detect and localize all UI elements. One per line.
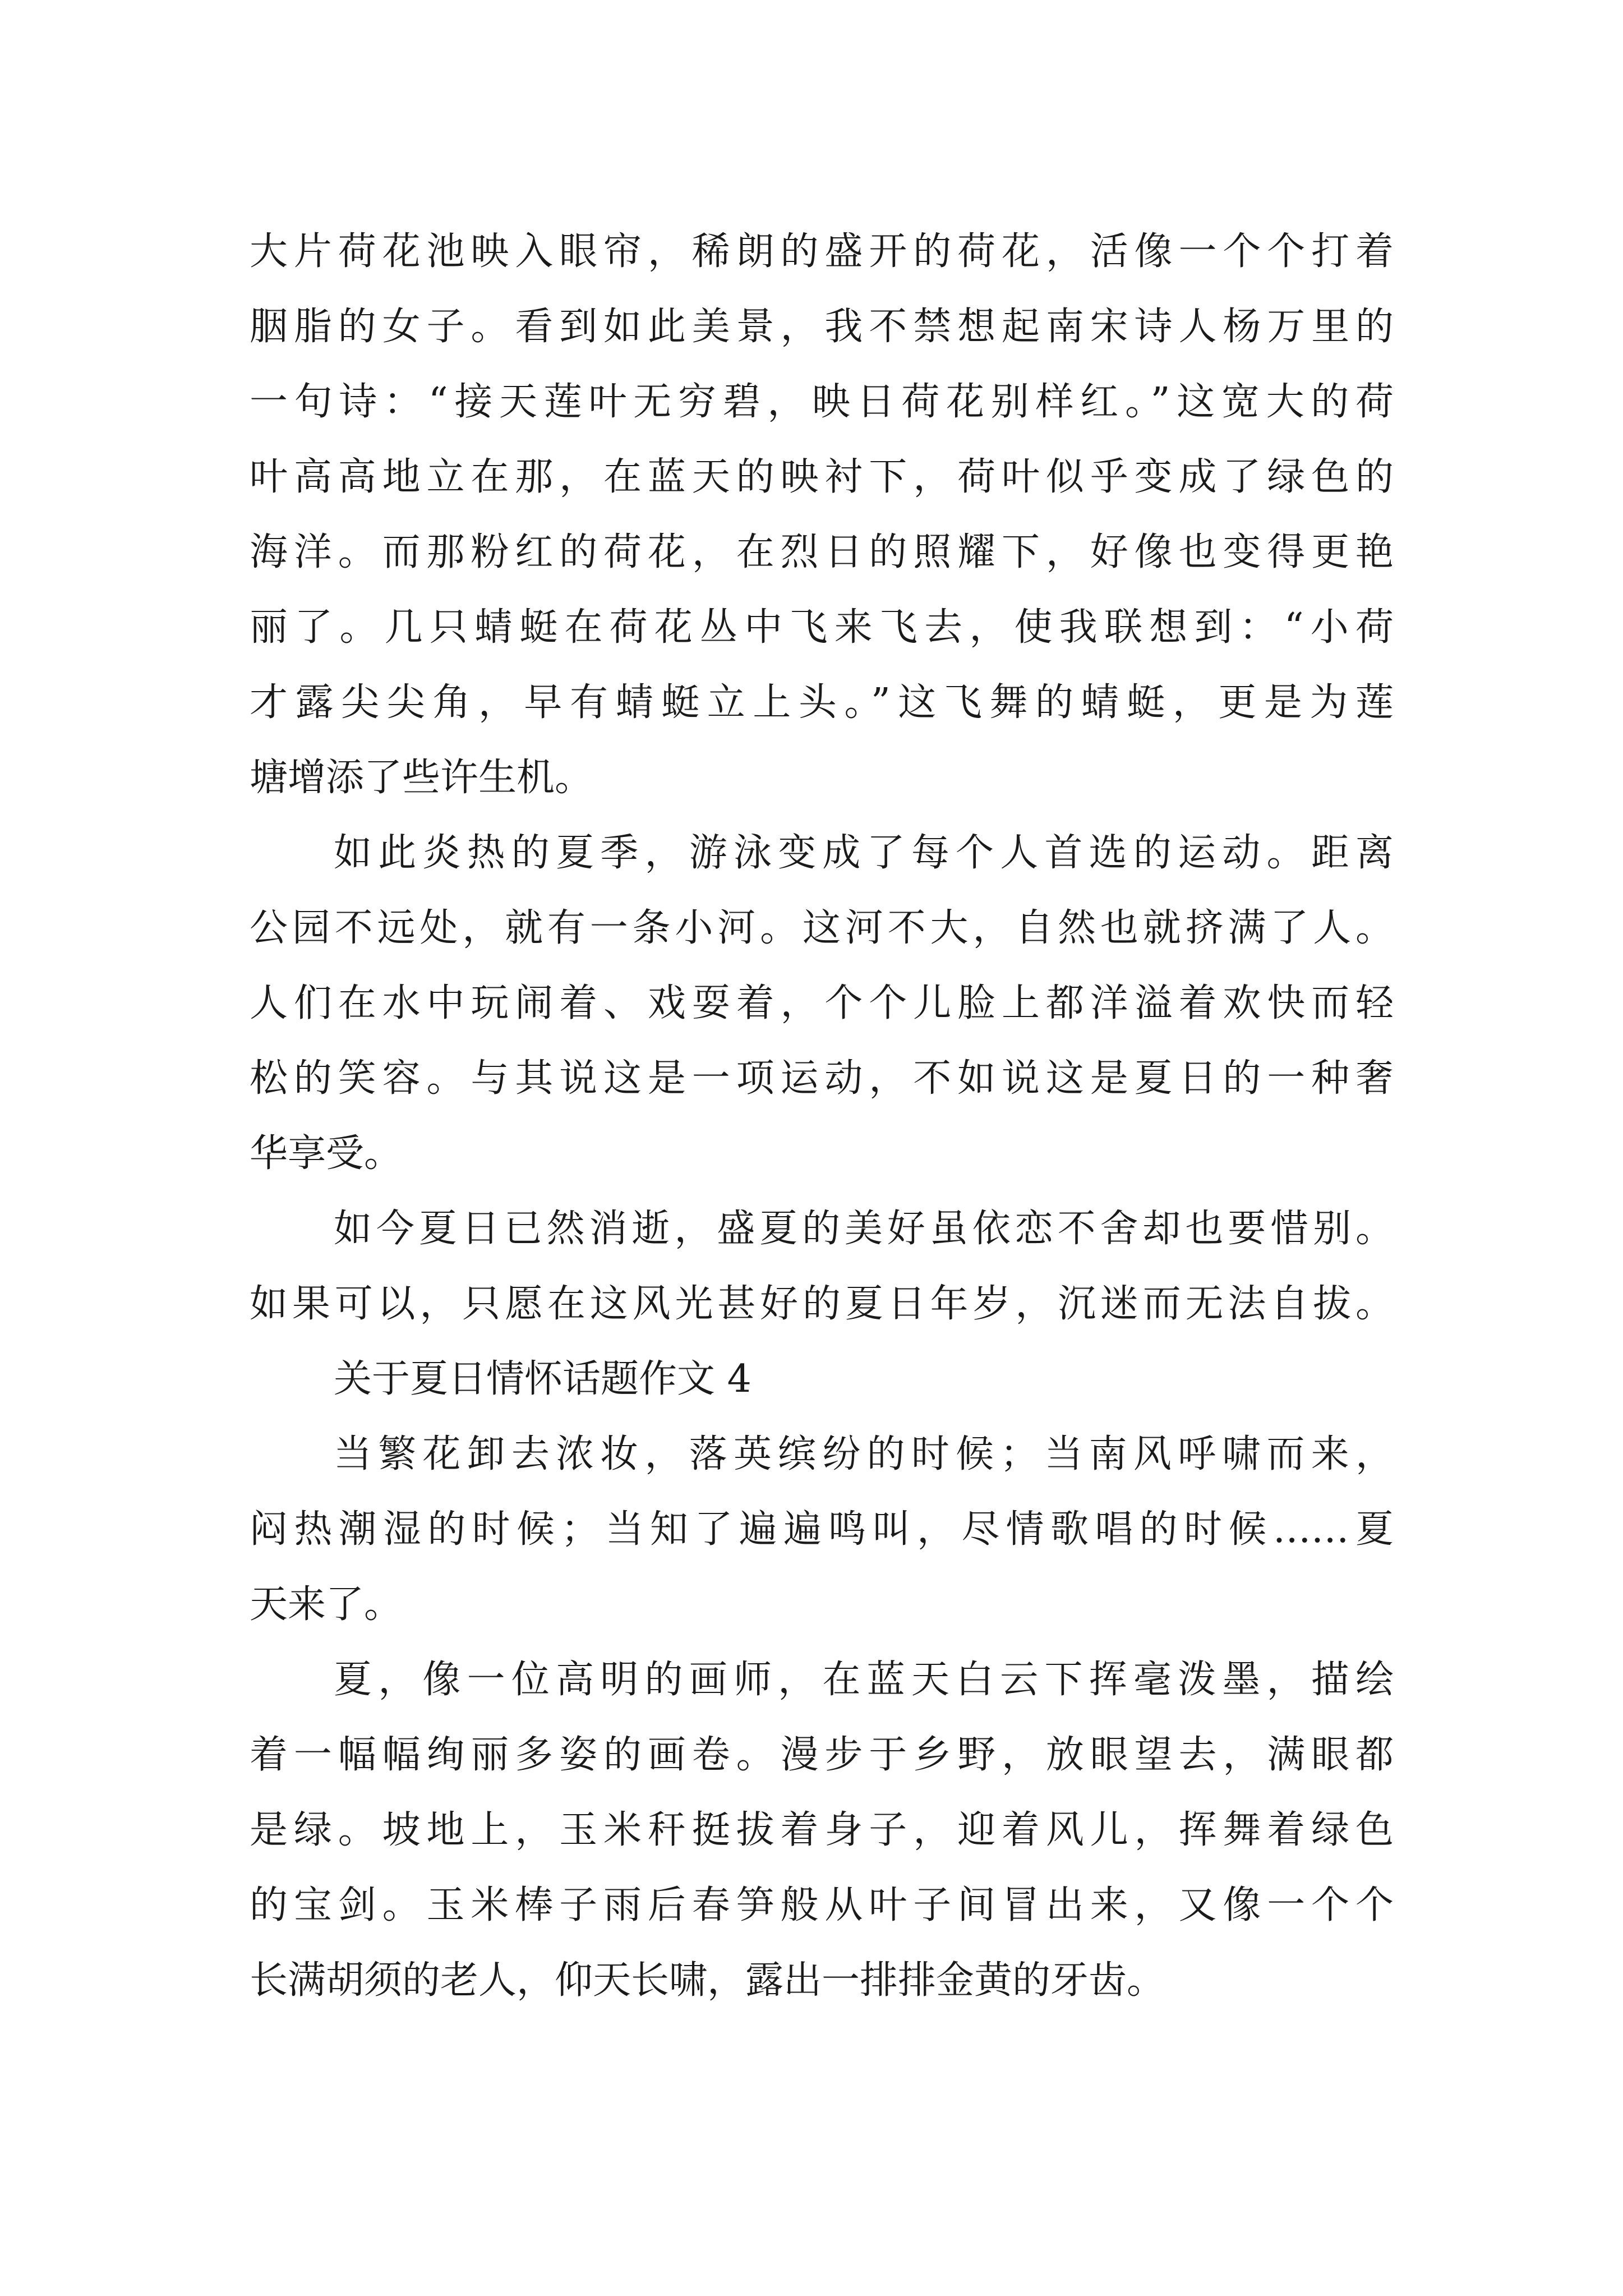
text-line: 闷热潮湿的时候；当知了遍遍鸣叫，尽情歌唱的时候……夏 <box>250 1507 1394 1552</box>
text-line: 公园不远处，就有一条小河。这河不大，自然也就挤满了人。 <box>250 906 1394 950</box>
text-line: 叶高高地立在那，在蓝天的映衬下，荷叶似乎变成了绿色的 <box>250 455 1394 499</box>
text-line: 塘增添了些许生机。 <box>250 756 593 800</box>
text-line: 如此炎热的夏季，游泳变成了每个人首选的运动。距离 <box>334 831 1394 875</box>
text-line: 才露尖尖角，早有蜻蜓立上头。”这飞舞的蜻蜓，更是为莲 <box>250 680 1394 725</box>
text-line: 着一幅幅绚丽多姿的画卷。漫步于乡野，放眼望去，满眼都 <box>250 1733 1394 1777</box>
text-line: 的宝剑。玉米棒子雨后春笋般从叶子间冒出来，又像一个个 <box>250 1883 1394 1927</box>
text-line: 丽了。几只蜻蜓在荷花丛中飞来飞去，使我联想到：“小荷 <box>250 605 1394 650</box>
document-body <box>250 214 1394 2018</box>
text-line: 是绿。坡地上，玉米秆挺拔着身子，迎着风儿，挥舞着绿色 <box>250 1808 1394 1852</box>
text-line: 松的笑容。与其说这是一项运动，不如说这是夏日的一种奢 <box>250 1056 1394 1101</box>
text-line: 夏，像一位高明的画师，在蓝天白云下挥毫泼墨，描绘 <box>334 1658 1394 1702</box>
text-line: 胭脂的女子。看到如此美景，我不禁想起南宋诗人杨万里的 <box>250 305 1394 349</box>
text-line: 天来了。 <box>250 1582 403 1627</box>
text-line: 当繁花卸去浓妆，落英缤纷的时候；当南风呼啸而来， <box>334 1432 1394 1476</box>
text-line: 如今夏日已然消逝，盛夏的美好虽依恋不舍却也要惜别。 <box>334 1207 1394 1251</box>
text-line: 华享受。 <box>250 1131 403 1176</box>
text-line: 人们在水中玩闹着、戏耍着，个个儿脸上都洋溢着欢快而轻 <box>250 981 1394 1025</box>
text-line: 如果可以，只愿在这风光甚好的夏日年岁，沉迷而无法自拔。 <box>250 1282 1394 1326</box>
text-line: 一句诗：“接天莲叶无穷碧，映日荷花别样红。”这宽大的荷 <box>250 380 1394 424</box>
section-heading: 关于夏日情怀话题作文 4 <box>334 1357 751 1401</box>
text-line: 大片荷花池映入眼帘，稀朗的盛开的荷花，活像一个个打着 <box>250 229 1394 274</box>
text-line: 长满胡须的老人，仰天长啸，露出一排排金黄的牙齿。 <box>250 1958 1165 2003</box>
text-line: 海洋。而那粉红的荷花，在烈日的照耀下，好像也变得更艳 <box>250 530 1394 574</box>
